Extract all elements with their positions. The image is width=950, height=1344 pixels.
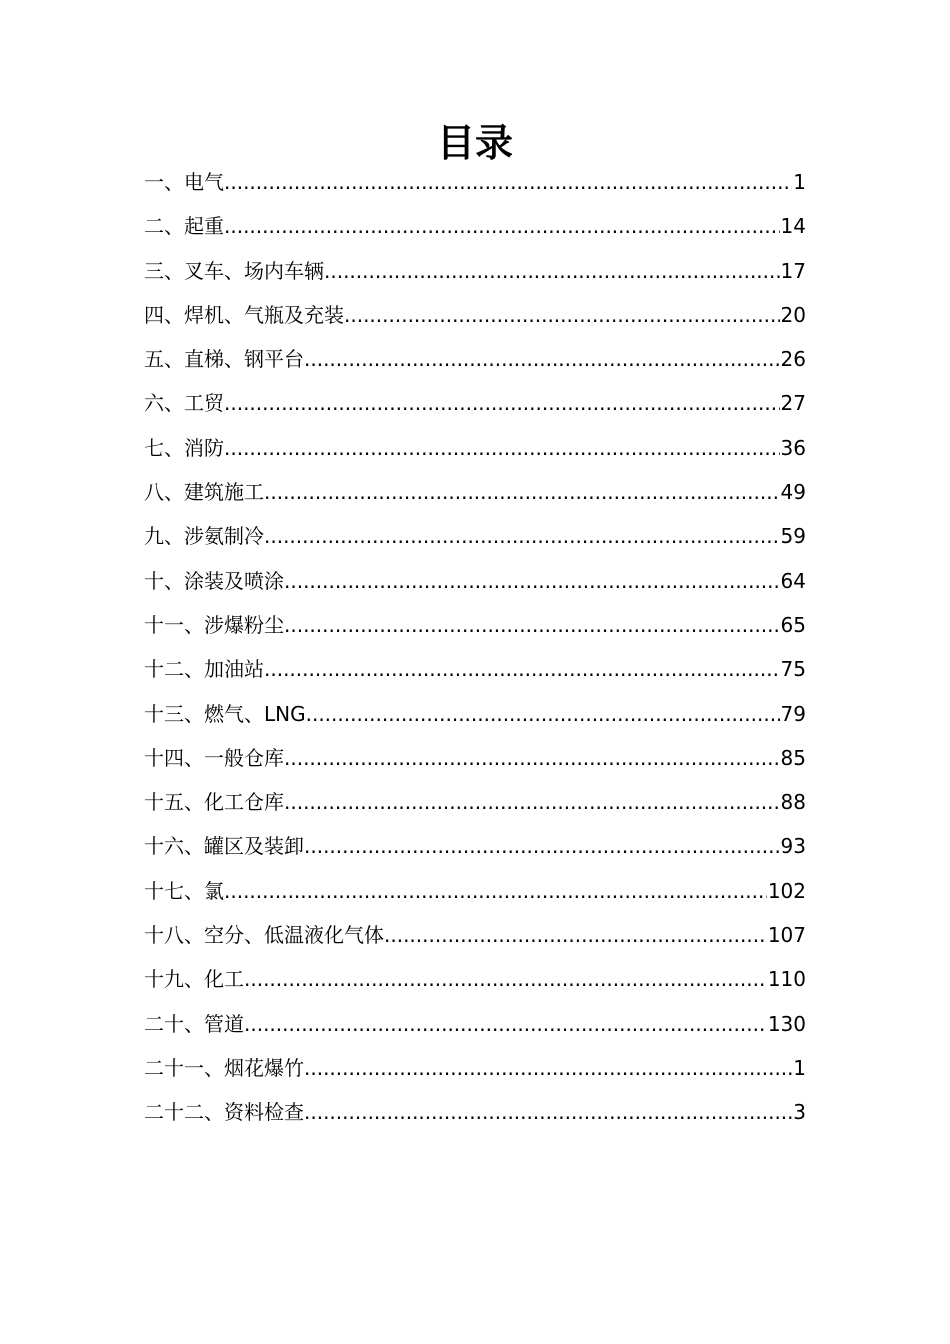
toc-dot-leader <box>304 337 780 381</box>
toc-entry-page: 110 <box>767 967 806 992</box>
toc-dot-leader <box>304 824 780 868</box>
toc-entry[interactable] <box>144 603 806 647</box>
toc-entry-label: 十一、涉爆粉尘 <box>144 612 284 637</box>
toc-entry[interactable] <box>144 647 806 691</box>
toc-dot-leader <box>284 559 780 603</box>
toc-dot-leader <box>224 381 780 425</box>
toc-entry-page: 1 <box>793 1055 806 1080</box>
toc-entry-label: 七、消防 <box>144 435 224 460</box>
toc-entry-label: 十、涂装及喷涂 <box>144 568 284 593</box>
toc-entry[interactable] <box>144 736 806 780</box>
toc-dot-leader <box>244 957 767 1001</box>
toc-entry[interactable] <box>144 869 806 913</box>
toc-entry-page: 64 <box>780 568 806 593</box>
toc-entry-page: 85 <box>780 745 806 770</box>
toc-entry-label: 二十二、资料检查 <box>144 1100 304 1125</box>
toc-entry-page: 49 <box>780 480 806 505</box>
toc-entry[interactable] <box>144 1002 806 1046</box>
toc-entry[interactable] <box>144 381 806 425</box>
toc-entry-page: 107 <box>767 923 806 948</box>
toc-entry-page: 36 <box>780 435 806 460</box>
toc-entry-label: 十五、化工仓库 <box>144 790 284 815</box>
toc-dot-leader <box>224 160 792 204</box>
toc-entry-page: 1 <box>793 170 806 194</box>
toc-dot-leader <box>264 647 780 691</box>
toc-entry-page: 79 <box>780 701 806 726</box>
toc-dot-leader <box>304 1090 792 1134</box>
toc-entry-label: 二、起重 <box>144 214 224 239</box>
toc-entry-page: 20 <box>780 302 806 327</box>
toc-entry[interactable] <box>144 293 806 337</box>
toc-entry-label: 二十、管道 <box>144 1011 244 1036</box>
toc-entry[interactable] <box>144 1046 806 1090</box>
toc-entry-label: 三、叉车、场内车辆 <box>144 258 324 283</box>
toc-entry-page: 65 <box>780 612 806 637</box>
toc-entry[interactable] <box>144 559 806 603</box>
toc-dot-leader <box>264 514 780 558</box>
toc-entry-label: 四、焊机、气瓶及充装 <box>144 302 344 327</box>
toc-dot-leader <box>284 736 780 780</box>
toc-dot-leader <box>284 603 780 647</box>
toc-entry-page: 75 <box>780 657 806 682</box>
toc-dot-leader <box>284 780 780 824</box>
toc-entry[interactable] <box>144 470 806 514</box>
toc-entry[interactable] <box>144 337 806 381</box>
toc-entry-label: 六、工贸 <box>144 391 224 416</box>
toc-entry[interactable] <box>144 204 806 248</box>
toc-entry-label: 十七、氯 <box>144 878 224 903</box>
toc-entry-page: 93 <box>780 834 806 859</box>
toc-entry[interactable] <box>144 426 806 470</box>
toc-entry-page: 130 <box>767 1011 806 1036</box>
table-of-contents <box>144 160 806 1135</box>
toc-dot-leader <box>224 426 780 470</box>
toc-entry-label: 十二、加油站 <box>144 657 264 682</box>
toc-entry-page: 14 <box>780 214 806 239</box>
toc-dot-leader <box>304 1046 792 1090</box>
toc-dot-leader <box>244 1002 767 1046</box>
toc-entry-label: 十六、罐区及装卸 <box>144 834 304 859</box>
toc-entry-page: 27 <box>780 391 806 416</box>
toc-entry-label: 二十一、烟花爆竹 <box>144 1055 304 1080</box>
toc-entry-label: 十八、空分、低温液化气体 <box>144 923 384 948</box>
toc-entry[interactable] <box>144 249 806 293</box>
toc-entry-page: 17 <box>780 258 806 283</box>
toc-entry-page: 88 <box>780 790 806 815</box>
toc-entry[interactable] <box>144 957 806 1001</box>
toc-entry-page: 59 <box>780 524 806 549</box>
toc-dot-leader <box>324 249 780 293</box>
toc-entry-label: 九、涉氨制冷 <box>144 524 264 549</box>
toc-entry-page: 3 <box>793 1100 806 1125</box>
toc-entry[interactable] <box>144 514 806 558</box>
toc-entry[interactable] <box>144 160 806 204</box>
toc-entry-label: 十九、化工 <box>144 967 244 992</box>
toc-entry[interactable] <box>144 1090 806 1134</box>
toc-entry-page: 102 <box>767 878 806 903</box>
toc-entry-label: 十四、一般仓库 <box>144 745 284 770</box>
page-title: 目录 <box>436 121 513 165</box>
toc-dot-leader <box>224 869 767 913</box>
toc-entry-label: 八、建筑施工 <box>144 480 264 505</box>
toc-dot-leader <box>264 470 780 514</box>
toc-entry-label: 五、直梯、钢平台 <box>144 347 304 372</box>
toc-dot-leader <box>344 293 780 337</box>
toc-dot-leader <box>224 204 780 248</box>
toc-dot-leader <box>384 913 767 957</box>
toc-dot-leader <box>306 692 780 736</box>
toc-entry-page: 26 <box>780 347 806 372</box>
toc-entry-label: 一、电气 <box>144 170 224 194</box>
toc-entry[interactable] <box>144 913 806 957</box>
toc-entry[interactable] <box>144 692 806 736</box>
toc-entry[interactable] <box>144 780 806 824</box>
toc-entry[interactable] <box>144 824 806 868</box>
toc-entry-label: 十三、燃气、LNG <box>144 701 306 726</box>
